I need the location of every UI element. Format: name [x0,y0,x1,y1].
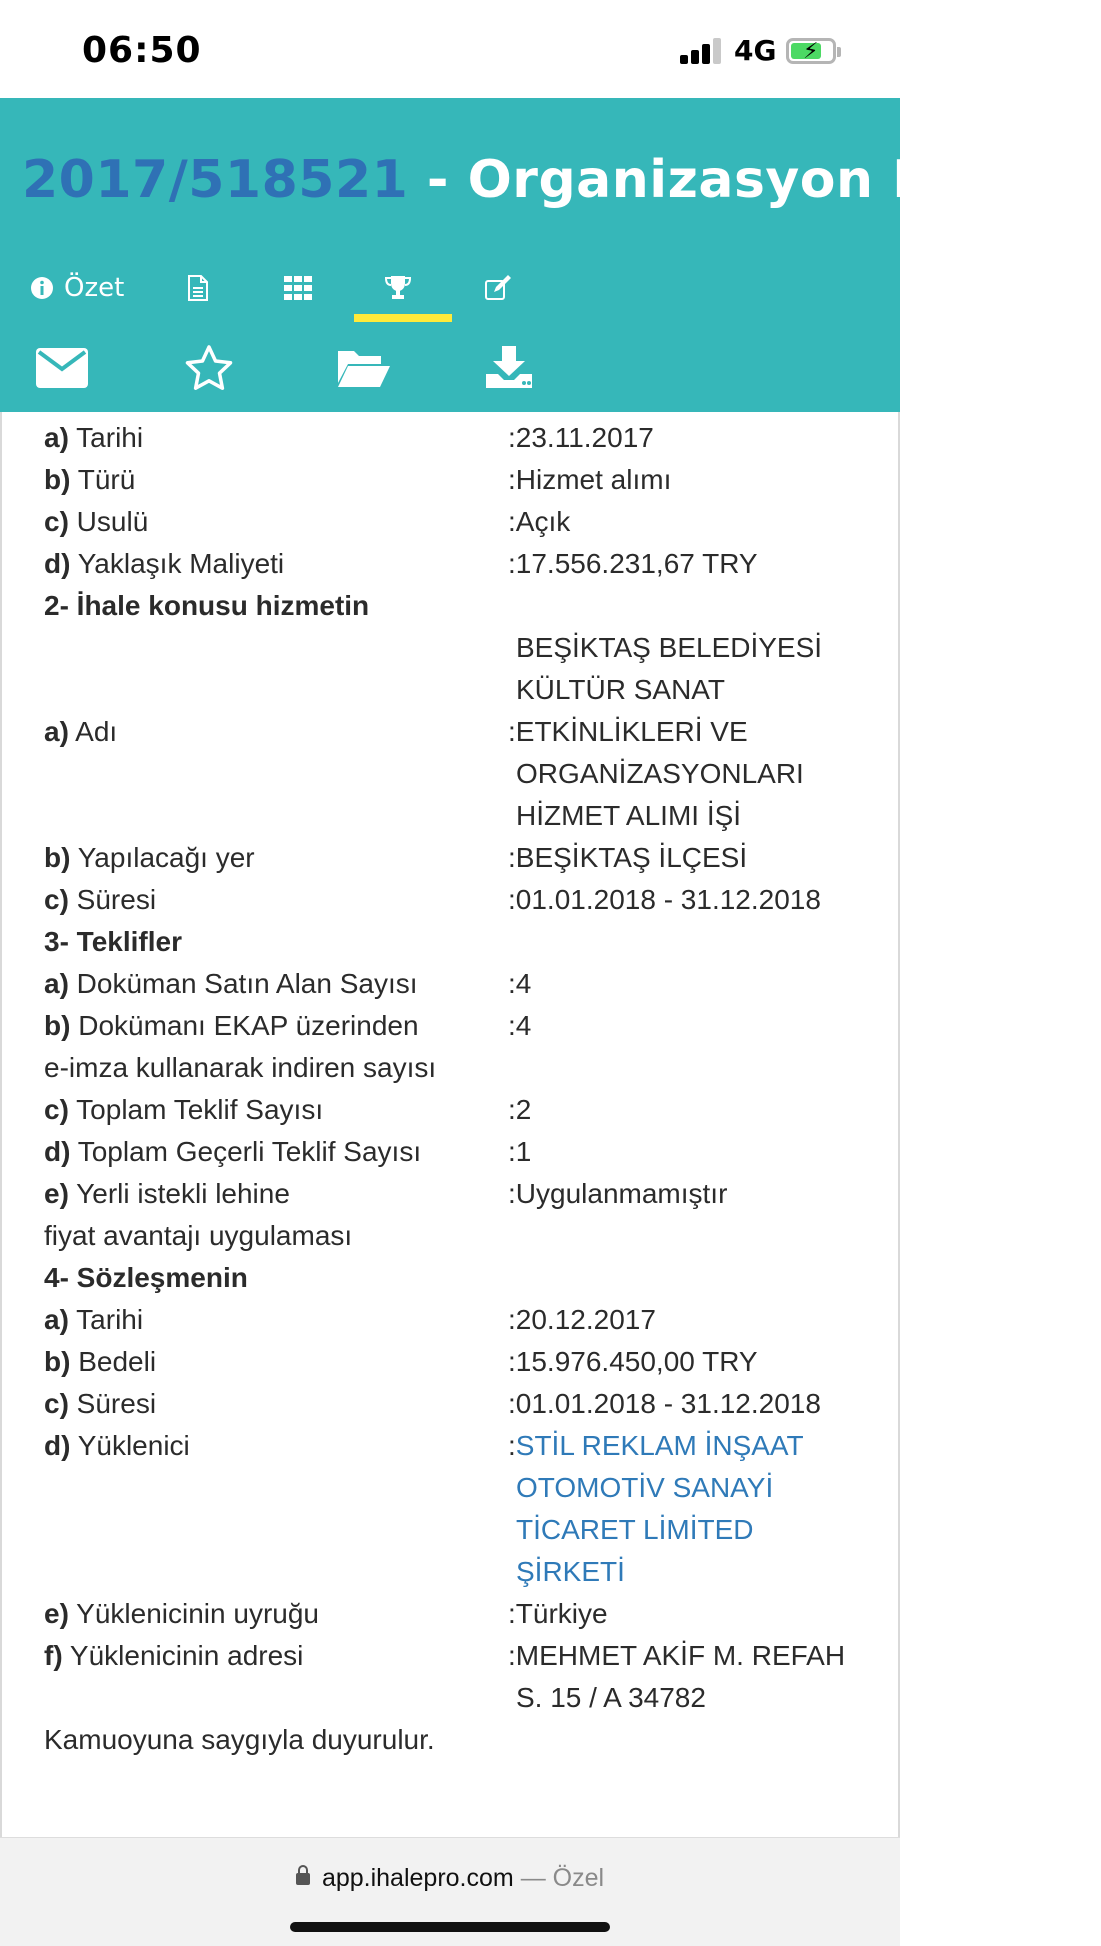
section-heading: 3- Teklifler [44,926,182,957]
detail-value: :MEHMET AKİF M. REFAH [508,1640,846,1671]
email-button[interactable] [36,338,88,398]
address-continuation: S. 15 / A 34782 [516,1682,706,1713]
detail-label: c) Usulü [44,506,149,537]
detail-label: c) Süresi [44,1388,157,1419]
detail-label: a) Doküman Satın Alan Sayısı [44,968,418,999]
signal-icon [680,38,724,64]
page-title [22,150,1101,210]
edit-icon [484,275,512,301]
tab-document[interactable] [186,258,210,318]
detail-label: a) Adı [44,716,118,747]
tab-results[interactable] [384,258,412,318]
detail-value: :4 [508,968,532,999]
detail-value: :Uygulanmamıştır [508,1178,728,1209]
detail-label: b) Dokümanı EKAP üzerinden [44,1010,419,1041]
contractor-link-line[interactable]: OTOMOTİV SANAYİ [516,1472,774,1503]
detail-value: :17.556.231,67 TRY [508,548,758,579]
download-button[interactable] [484,338,534,398]
tab-edit[interactable] [484,258,512,318]
detail-value: :20.12.2017 [508,1304,656,1335]
detail-label: d) Yüklenici [44,1430,190,1461]
private-label: — Özel [520,1864,605,1892]
url-domain: app.ihalepro.com [321,1864,514,1892]
closing-text: Kamuoyuna saygıyla duyurulur. [44,1724,435,1755]
detail-value: :2 [508,1094,532,1125]
service-name-line: ORGANİZASYONLARI [516,758,804,789]
action-bar [0,338,900,408]
detail-label: d) Yaklaşık Maliyeti [44,548,285,579]
contractor-link-line[interactable]: ŞİRKETİ [516,1556,625,1587]
detail-value: :Türkiye [508,1598,608,1629]
detail-value: :1 [508,1136,532,1167]
detail-label-continuation: fiyat avantajı uygulaması [44,1220,353,1251]
service-name-line: :ETKİNLİKLERİ VE [508,716,748,747]
detail-label: c) Toplam Teklif Sayısı [44,1094,324,1125]
page-header [0,98,1101,412]
detail-label: c) Süresi [44,884,157,915]
tender-details [0,412,900,1837]
detail-value: :Hizmet alımı [508,464,672,495]
service-name-line: BEŞİKTAŞ BELEDİYESİ [516,632,823,663]
detail-value: :BEŞİKTAŞ İLÇESİ [508,842,748,873]
detail-label-continuation: e-imza kullanarak indiren sayısı [44,1052,437,1083]
service-name-line: HİZMET ALIMI İŞİ [516,800,742,831]
favorite-button[interactable] [184,338,234,398]
trophy-icon [384,275,412,301]
contractor-link[interactable]: :STİL REKLAM İNŞAAT [508,1430,804,1461]
tab-bar [0,258,900,328]
detail-label: d) Toplam Geçerli Teklif Sayısı [44,1136,422,1167]
detail-label: a) Tarihi [44,422,144,453]
status-bar [0,0,900,98]
url-display[interactable] [0,1864,900,1893]
detail-label: a) Tarihi [44,1304,144,1335]
info-icon [30,276,54,300]
tab-summary[interactable] [30,258,124,318]
tab-grid[interactable] [284,258,312,318]
contractor-link-line[interactable]: TİCARET LİMİTED [516,1514,754,1545]
tender-title: - Organizasyon Hizm... [408,150,1101,210]
network-type: 4G [734,34,777,67]
service-name-line: KÜLTÜR SANAT [516,674,725,705]
tender-number: 2017/518521 [22,150,409,210]
detail-value: :15.976.450,00 TRY [508,1346,758,1377]
detail-value: :01.01.2018 - 31.12.2018 [508,884,821,915]
active-tab-indicator [354,314,452,322]
detail-value: :23.11.2017 [508,422,654,453]
section-heading: 2- İhale konusu hizmetin [44,590,370,621]
detail-label: f) Yüklenicinin adresi [44,1640,304,1671]
detail-label: b) Bedeli [44,1346,157,1377]
browser-address-bar[interactable] [0,1837,900,1946]
detail-value: :01.01.2018 - 31.12.2018 [508,1388,821,1419]
folder-open-icon [336,347,392,389]
documents-button[interactable] [336,338,392,398]
download-icon [484,346,534,390]
document-icon [186,274,210,302]
detail-label: b) Yapılacağı yer [44,842,255,873]
detail-value: :Açık [508,506,571,537]
battery-icon: ⚡ [786,38,836,64]
star-icon [184,344,234,392]
detail-label: e) Yüklenicinin uyruğu [44,1598,319,1629]
grid-icon [284,276,312,300]
tab-summary-label: Özet [64,273,125,303]
section-heading: 4- Sözleşmenin [44,1262,248,1293]
status-time: 06:50 [82,30,202,71]
envelope-icon [36,348,88,388]
home-indicator[interactable] [290,1922,610,1932]
detail-label: b) Türü [44,464,136,495]
detail-label: e) Yerli istekli lehine [44,1178,290,1209]
lock-icon [296,1873,310,1885]
detail-value: :4 [508,1010,532,1041]
